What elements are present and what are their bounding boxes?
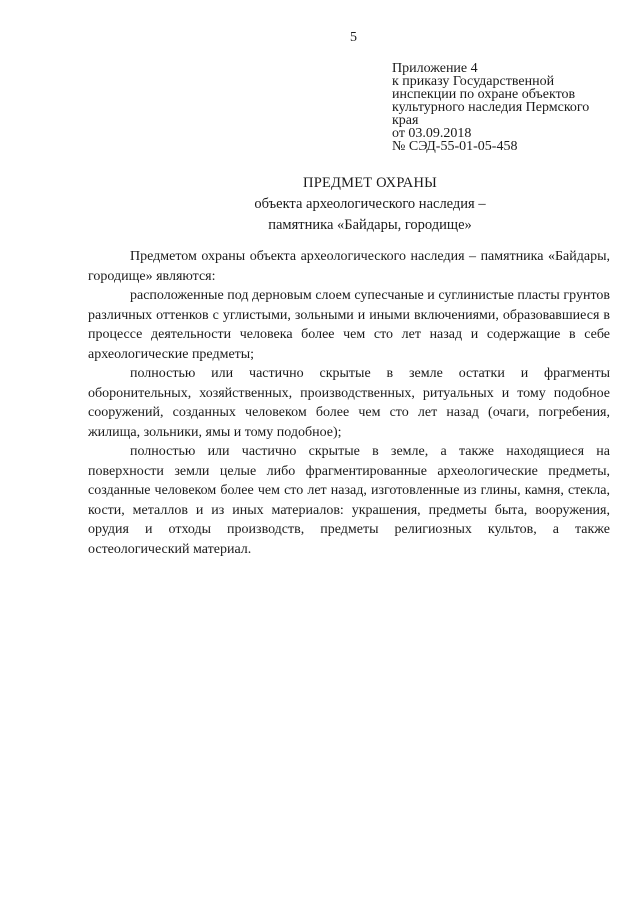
appendix-line: Приложение 4 xyxy=(392,61,478,76)
document-heading xyxy=(0,173,640,236)
appendix-line: № СЭД-55-01-05-458 xyxy=(392,139,518,154)
appendix-block xyxy=(392,62,627,153)
appendix-line: края xyxy=(392,113,419,128)
document-body xyxy=(88,247,610,559)
body-paragraph: расположенные под дерновым слоем супесчаные и суглинистые пласты грунтов различных оттенков с углистыми, зольными и иными включениями, образовавшиеся в процессе деятельности человека более чем сто лет назад и содержащие в себе археологические предметы; xyxy=(88,288,610,362)
page-number: 5 xyxy=(350,30,357,45)
heading-subtitle-line: объекта археологического наследия – xyxy=(254,196,486,212)
appendix-line: культурного наследия Пермского xyxy=(392,100,590,115)
intro-paragraph: Предметом охраны объекта археологического наследия – памятника «Байдары, городище» являются: xyxy=(88,249,610,284)
appendix-line: к приказу Государственной xyxy=(392,74,555,89)
heading-subtitle-line: памятника «Байдары, городище» xyxy=(268,217,472,233)
body-paragraph: полностью или частично скрытые в земле, а также находящиеся на поверхности земли целые либо фрагментированные археологические предметы, созданные человеком более чем сто лет назад, изготовленные из глины, камня, стекла, кости, металлов и из иных материалов: украшения, предметы быта, вооружения, орудия и отходы производств, предметы религиозных культов, а также остеологический материал. xyxy=(88,444,610,557)
appendix-line: от 03.09.2018 xyxy=(392,126,472,141)
appendix-line: инспекции по охране объектов xyxy=(392,87,576,102)
heading-title: ПРЕДМЕТ ОХРАНЫ xyxy=(303,175,437,191)
body-paragraph: полностью или частично скрытые в земле остатки и фрагменты оборонительных, хозяйственных, производственных, ритуальных и тому подобное сооружений, созданных человеком более чем сто лет назад (очаги, погребения, жилища, зольники, ямы и тому подобное); xyxy=(88,366,610,440)
